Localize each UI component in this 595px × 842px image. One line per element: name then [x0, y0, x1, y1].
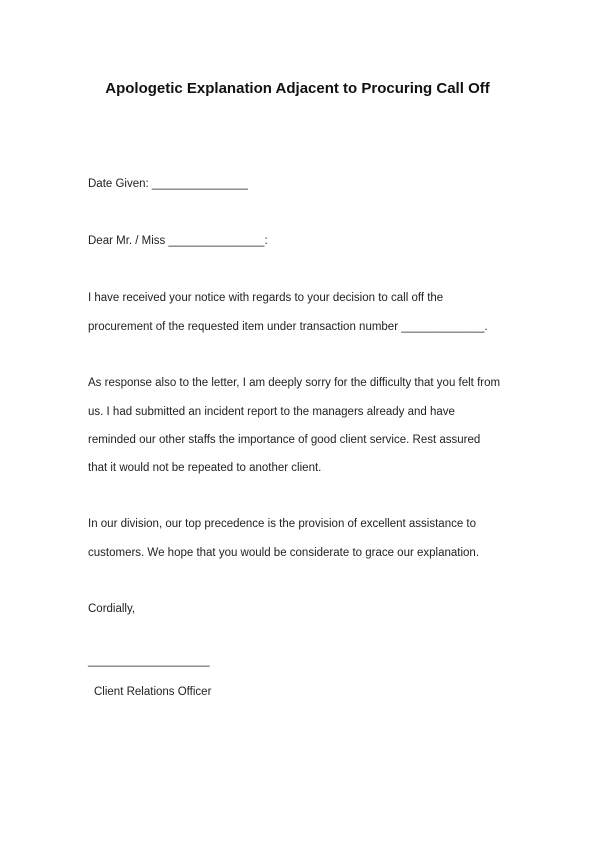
paragraph-line: As response also to the letter, I am deeply sorry for the difficulty that you felt from: [88, 377, 501, 389]
date-line: Date Given: _______________: [88, 178, 248, 190]
signature-title: Client Relations Officer: [94, 686, 212, 698]
paragraph-line: procurement of the requested item under transaction number _____________.: [88, 321, 488, 333]
closing: Cordially,: [88, 603, 136, 615]
paragraph-line: reminded our other staffs the importance of good client service. Rest assured: [88, 434, 481, 446]
paragraph-line: I have received your notice with regards to your decision to call off the: [88, 292, 444, 304]
paragraph-line: In our division, our top precedence is the provision of excellent assistance to: [88, 518, 477, 530]
paragraph-line: that it would not be repeated to another client.: [88, 462, 322, 474]
paragraph-line: us. I had submitted an incident report to the managers already and have: [88, 406, 455, 418]
signature-line: ___________________: [88, 655, 210, 667]
document-title: Apologetic Explanation Adjacent to Procuring Call Off: [105, 80, 490, 97]
paragraph-line: customers. We hope that you would be considerate to grace our explanation.: [88, 547, 480, 559]
salutation: Dear Mr. / Miss _______________:: [88, 235, 268, 247]
